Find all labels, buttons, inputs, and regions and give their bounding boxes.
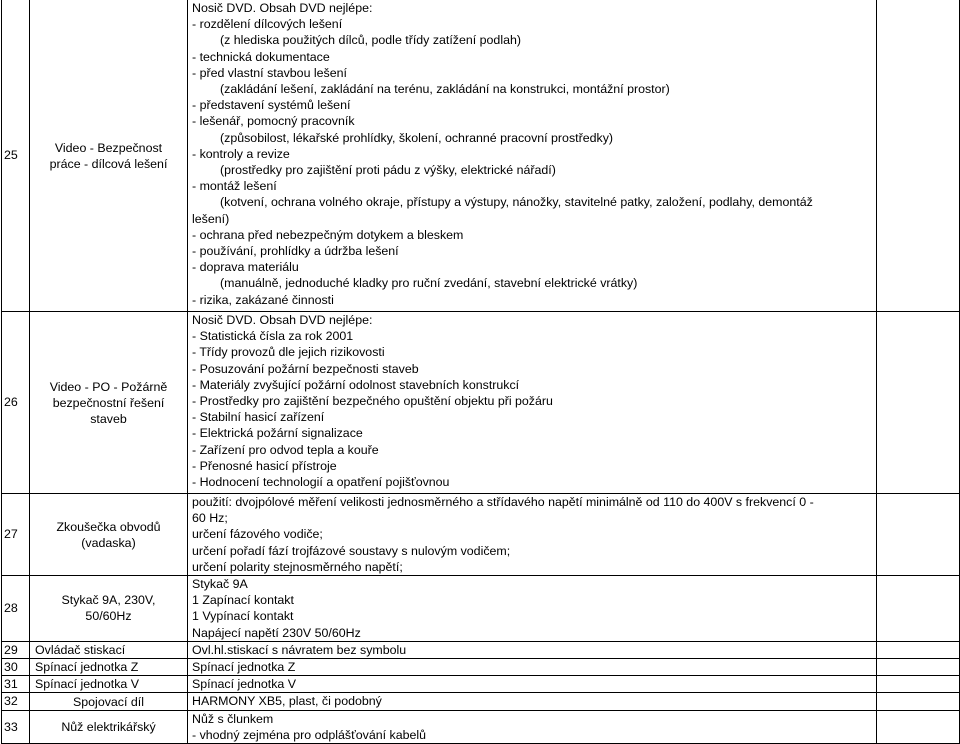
item-description bbox=[188, 0, 877, 312]
item-name bbox=[30, 312, 188, 494]
description-line: lešení) bbox=[192, 211, 230, 226]
item-name bbox=[30, 641, 188, 658]
description-line: - Materiály zvyšující požární odolnost stavebních konstrukcí bbox=[192, 377, 520, 392]
item-name bbox=[30, 693, 188, 710]
item-number: 30 bbox=[2, 659, 30, 676]
empty-cell bbox=[877, 676, 960, 693]
item-name-line: Stykač 9A, 230V, bbox=[61, 593, 156, 608]
item-description bbox=[188, 693, 877, 710]
item-name bbox=[30, 676, 188, 693]
empty-cell bbox=[877, 576, 960, 642]
description-line: Nosič DVD. Obsah DVD nejlépe: bbox=[192, 313, 373, 327]
item-number: 29 bbox=[2, 641, 30, 658]
item-name-line: práce - dílcová lešení bbox=[49, 156, 168, 171]
item-description bbox=[188, 494, 877, 576]
description-line: - Prostředky pro zajištění bezpečného opuštění objektu při požáru bbox=[192, 394, 553, 409]
description-line: - představení systémů lešení bbox=[192, 98, 351, 113]
description-line: - rozdělení dílcových lešení bbox=[192, 17, 343, 32]
empty-cell bbox=[877, 312, 960, 494]
description-line: 60 Hz; bbox=[192, 511, 228, 526]
description-line: - montáž lešení bbox=[192, 179, 277, 194]
description-line: Napájecí napětí 230V 50/60Hz bbox=[192, 625, 361, 640]
description-line: (způsobilost, lékařské prohlídky, školení, ochranné pracovní prostředky) bbox=[220, 130, 614, 145]
item-number: 31 bbox=[2, 676, 30, 693]
empty-cell bbox=[877, 693, 960, 710]
description-line: - Zařízení pro odvod tepla a kouře bbox=[192, 442, 379, 457]
item-table-body bbox=[2, 0, 960, 744]
table-row bbox=[2, 693, 960, 710]
item-name-line: Nůž elektrikářský bbox=[61, 719, 156, 734]
empty-cell bbox=[877, 659, 960, 676]
item-number: 27 bbox=[2, 494, 30, 576]
item-name bbox=[30, 0, 188, 312]
item-name-line: Zkoušečka obvodů bbox=[56, 519, 161, 534]
item-name-line: Spínací jednotka V bbox=[35, 677, 140, 692]
description-line: (zakládání lešení, zakládání na terénu, zakládání na konstrukci, montážní prostor) bbox=[220, 82, 670, 97]
description-line: (manuálně, jednoduché kladky pro ruční zvedání, stavební elektrické vrátky) bbox=[220, 276, 638, 291]
description-line: - Třídy provozů dle jejich rizikovosti bbox=[192, 345, 385, 360]
description-line: - Hodnocení technologií a opatření pojišťovnou bbox=[192, 475, 450, 490]
table-row bbox=[2, 676, 960, 693]
description-line: Ovl.hl.stiskací s návratem bez symbolu bbox=[192, 642, 407, 657]
description-line: (prostředky pro zajištění proti pádu z výšky, elektrické nářadí) bbox=[220, 163, 556, 178]
item-name bbox=[30, 494, 188, 576]
item-name-line: (vadaska) bbox=[81, 535, 136, 550]
item-number: 28 bbox=[2, 576, 30, 642]
description-line: - Elektrická požární signalizace bbox=[192, 426, 363, 441]
description-line: - Posuzování požární bezpečnosti staveb bbox=[192, 361, 419, 376]
item-table bbox=[1, 0, 960, 744]
item-description bbox=[188, 312, 877, 494]
description-line: - Stabilní hasicí zařízení bbox=[192, 410, 325, 425]
description-line: - lešenář, pomocný pracovník bbox=[192, 114, 355, 129]
description-line: - doprava materiálu bbox=[192, 260, 299, 275]
empty-cell bbox=[877, 0, 960, 312]
item-name-line: bezpečnostní řešení bbox=[52, 395, 165, 410]
description-line: určení polarity stejnosměrného napětí; bbox=[192, 559, 403, 574]
description-line: určení pořadí fází trojfázové soustavy s nulovým vodičem; bbox=[192, 543, 511, 558]
item-number: 25 bbox=[2, 0, 30, 312]
description-line: Spínací jednotka V bbox=[192, 677, 297, 692]
description-line: Nůž s člunkem bbox=[192, 711, 274, 726]
item-name bbox=[30, 576, 188, 642]
description-line: (z hlediska použitých dílců, podle třídy zatížení podlah) bbox=[220, 33, 521, 48]
item-name-line: Video - PO - Požárně bbox=[49, 379, 168, 394]
item-name-line: Spojovací díl bbox=[73, 694, 144, 709]
description-line: 1 Zapínací kontakt bbox=[192, 593, 294, 608]
table-row bbox=[2, 710, 960, 743]
table-row bbox=[2, 641, 960, 658]
item-description bbox=[188, 576, 877, 642]
description-line: - ochrana před nebezpečným dotykem a bleskem bbox=[192, 227, 464, 242]
description-line: HARMONY XB5, plast, či podobný bbox=[192, 694, 382, 709]
item-number: 32 bbox=[2, 693, 30, 710]
description-line: Stykač 9A bbox=[192, 577, 248, 592]
table-row bbox=[2, 576, 960, 642]
item-description bbox=[188, 676, 877, 693]
item-name bbox=[30, 710, 188, 743]
item-number: 33 bbox=[2, 710, 30, 743]
empty-cell bbox=[877, 710, 960, 743]
item-name-line: staveb bbox=[90, 411, 127, 426]
description-line: - rizika, zakázané činnosti bbox=[192, 292, 334, 307]
item-description bbox=[188, 710, 877, 743]
table-row bbox=[2, 494, 960, 576]
item-name-line: 50/60Hz bbox=[85, 609, 132, 624]
table-row bbox=[2, 659, 960, 676]
item-name-line: Spínací jednotka Z bbox=[35, 660, 139, 675]
description-line: Nosič DVD. Obsah DVD nejlépe: bbox=[192, 1, 373, 15]
item-name-line: Video - Bezpečnost bbox=[54, 140, 163, 155]
description-line: určení fázového vodiče; bbox=[192, 527, 323, 542]
empty-cell bbox=[877, 641, 960, 658]
table-row bbox=[2, 312, 960, 494]
item-description bbox=[188, 659, 877, 676]
description-line: - používání, prohlídky a údržba lešení bbox=[192, 244, 399, 259]
description-line: - vhodný zejména pro odplášťování kabelů bbox=[192, 727, 427, 742]
item-name bbox=[30, 659, 188, 676]
description-line: - technická dokumentace bbox=[192, 49, 330, 64]
description-line: (kotvení, ochrana volného okraje, přístupy a výstupy, nánožky, stavitelné patky, založení, podlahy, demontáž bbox=[220, 195, 813, 210]
description-line: 1 Vypínací kontakt bbox=[192, 609, 294, 624]
description-line: - Statistická čísla za rok 2001 bbox=[192, 329, 354, 344]
table-row bbox=[2, 0, 960, 312]
description-line: použití: dvojpólové měření velikosti jednosměrného a střídavého napětí minimálně od 110 do 400V s frekvencí 0 - bbox=[192, 495, 814, 509]
description-line: - před vlastní stavbou lešení bbox=[192, 65, 347, 80]
item-number: 26 bbox=[2, 312, 30, 494]
description-line: - kontroly a revize bbox=[192, 146, 290, 161]
empty-cell bbox=[877, 494, 960, 576]
description-line: - Přenosné hasicí přístroje bbox=[192, 458, 337, 473]
description-line: Spínací jednotka Z bbox=[192, 660, 296, 675]
item-description bbox=[188, 641, 877, 658]
item-name-line: Ovládač stiskací bbox=[35, 642, 126, 657]
